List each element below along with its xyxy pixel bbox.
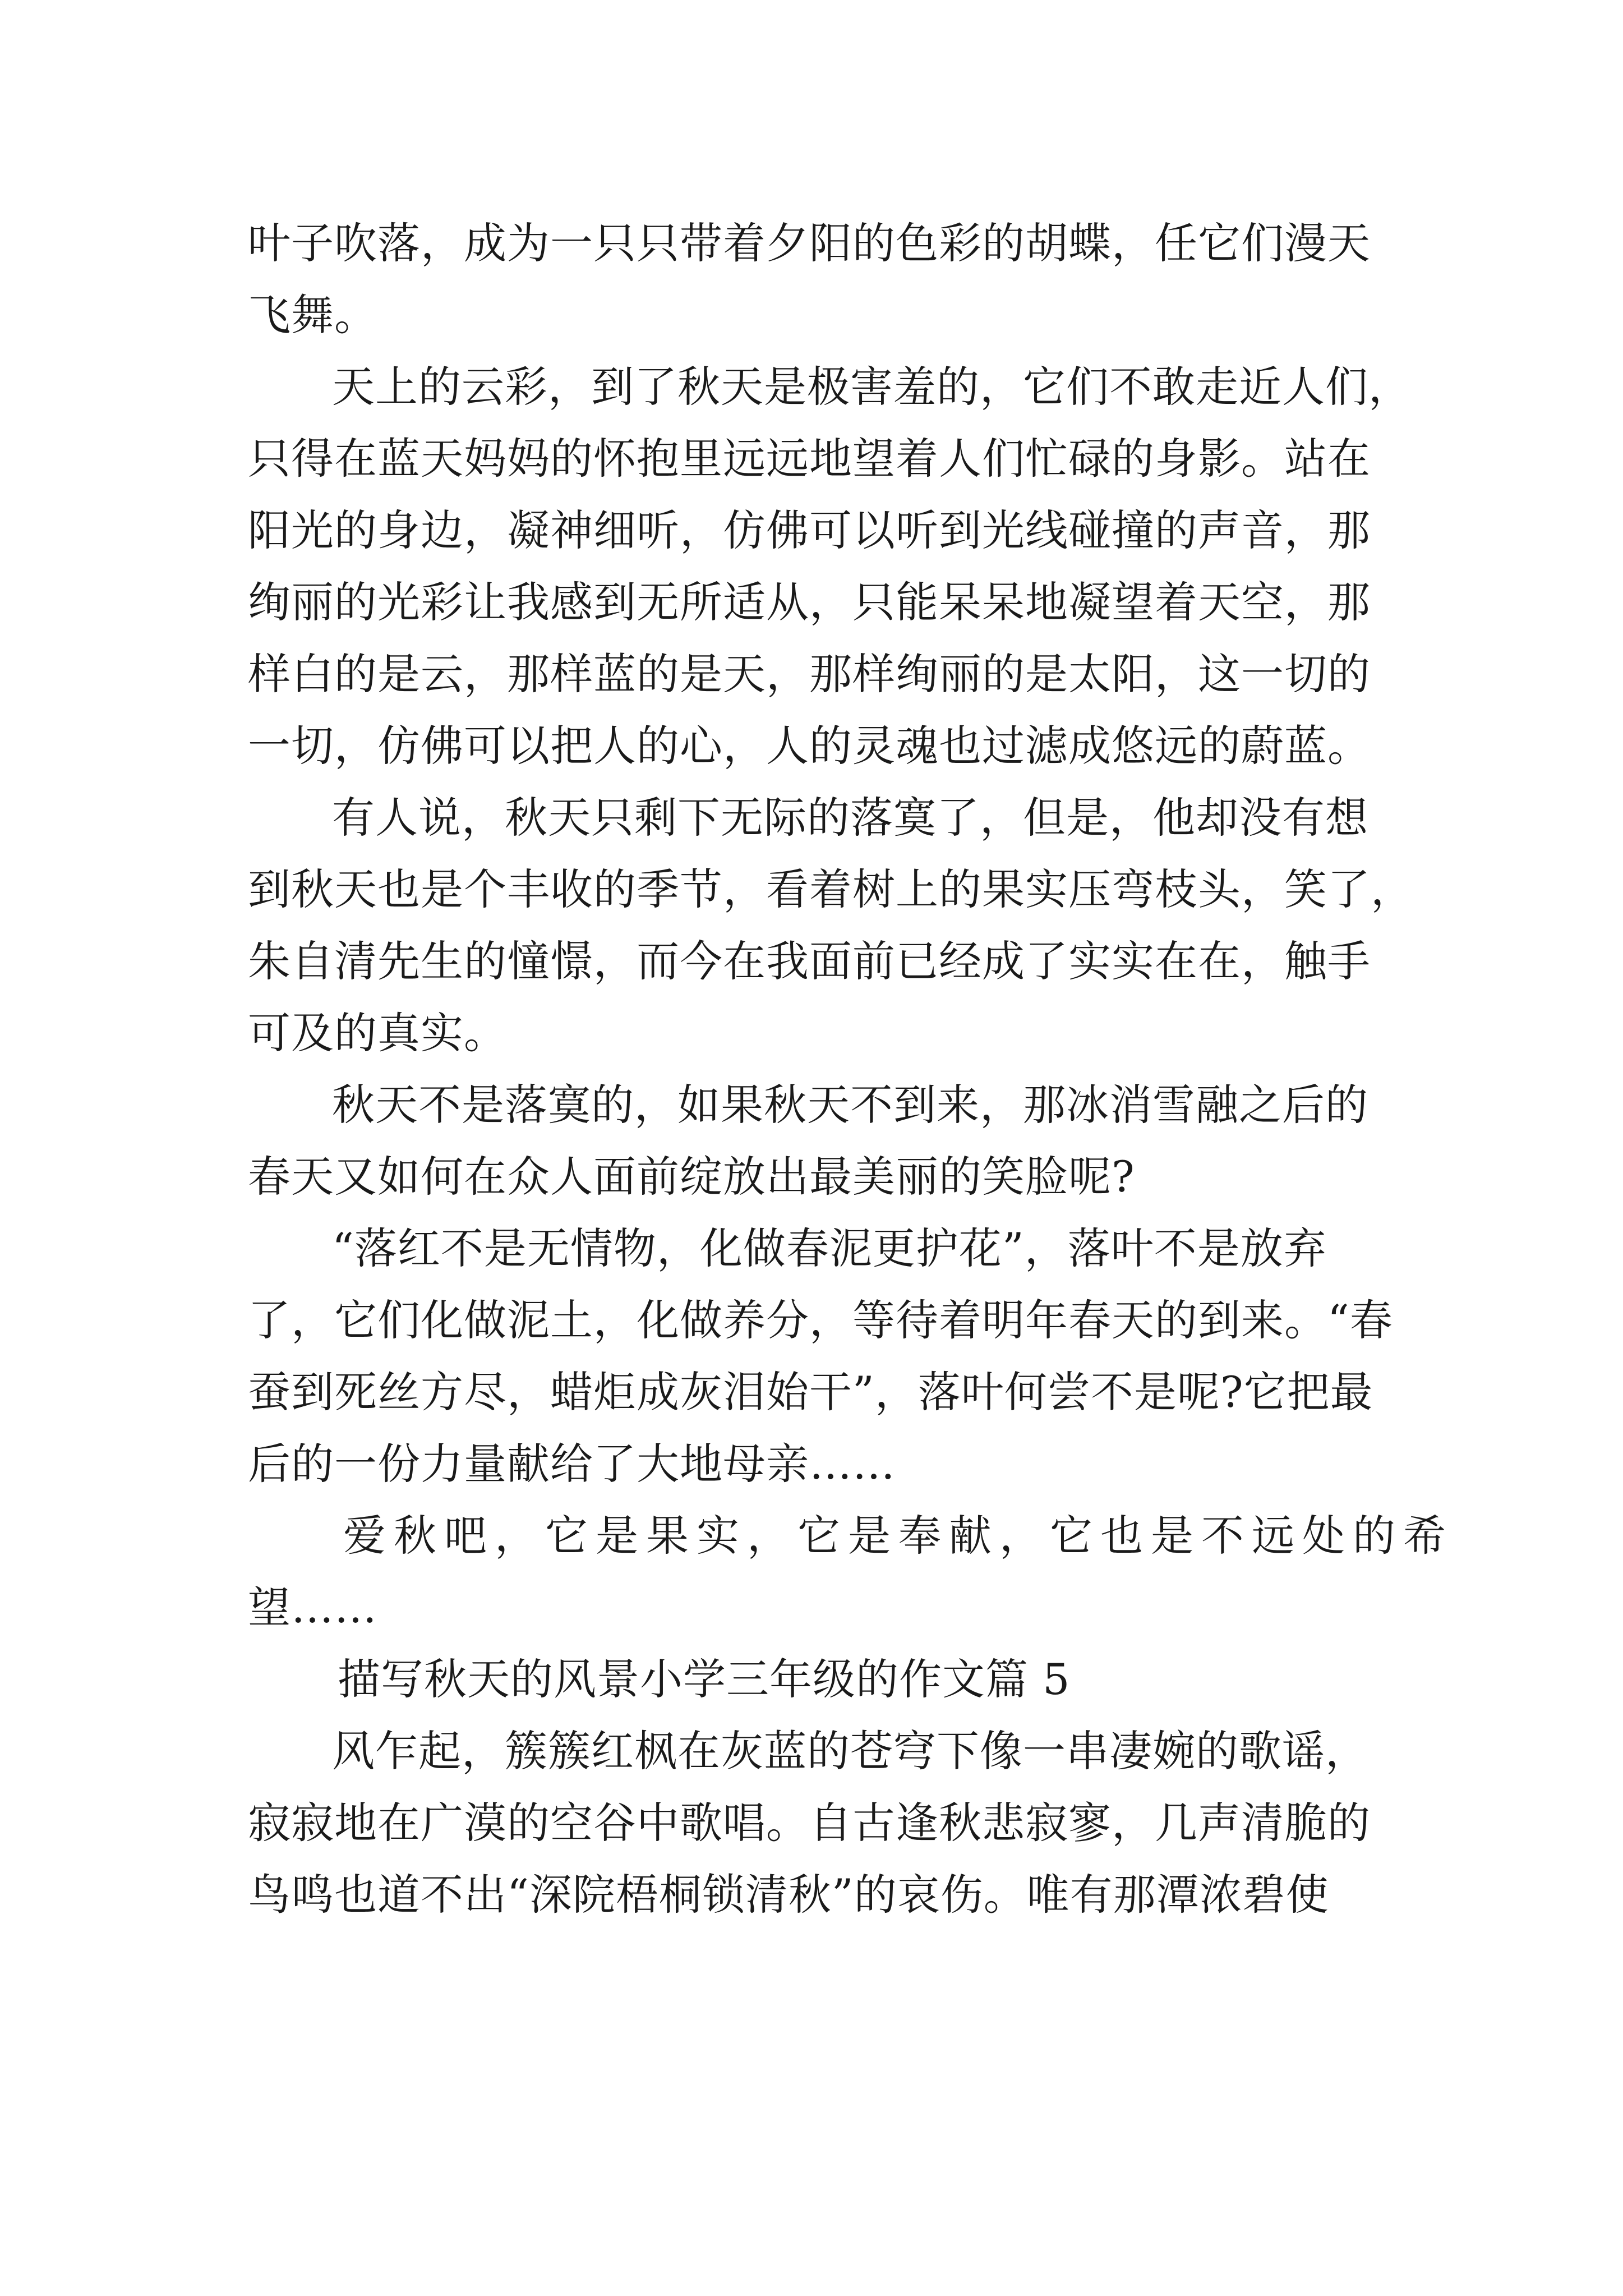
text-line: 样白的是云，那样蓝的是天，那样绚丽的是太阳，这一切的	[248, 649, 1371, 699]
text-line: 飞舞。	[248, 290, 377, 340]
text-line: 后的一份力量献给了大地母亲……	[248, 1439, 896, 1489]
text-line: 朱自清先生的憧憬，而今在我面前已经成了实实在在，触手	[248, 936, 1371, 986]
text-line: 春天又如何在众人面前绽放出最美丽的笑脸呢?	[248, 1152, 1135, 1202]
text-line: 叶子吹落，成为一只只带着夕阳的色彩的胡蝶，任它们漫天	[248, 218, 1371, 268]
section-heading: 描写秋天的风景小学三年级的作文篇 5	[338, 1654, 1071, 1704]
text-line: 一切，仿佛可以把人的心，人的灵魂也过滤成悠远的蔚蓝。	[248, 721, 1371, 771]
text-line: 天上的云彩，到了秋天是极害羞的，它们不敢走近人们，	[332, 362, 1412, 412]
text-line: 秋天不是落寞的，如果秋天不到来，那冰消雪融之后的	[332, 1080, 1368, 1130]
text-line: 风乍起，簇簇红枫在灰蓝的苍穹下像一串凄婉的歌谣，	[332, 1726, 1368, 1776]
text-line: 到秋天也是个丰收的季节，看着树上的果实压弯枝头，笑了，	[248, 864, 1414, 914]
text-line: 只得在蓝天妈妈的怀抱里远远地望着人们忙碌的身影。站在	[248, 434, 1371, 484]
text-line: “落红不是无情物，化做春泥更护花”，落叶不是放弃	[332, 1223, 1327, 1273]
text-line: 爱秋吧，它是果实，它是奉献，它也是不远处的希	[343, 1511, 1454, 1561]
text-line: 鸟鸣也道不出“深院梧桐锁清秋”的哀伤。唯有那潭浓碧使	[248, 1870, 1329, 1920]
text-line: 了，它们化做泥土，化做养分，等待着明年春天的到来。“春	[248, 1295, 1393, 1345]
text-line: 蚕到死丝方尽，蜡炬成灰泪始干”，落叶何尝不是呢?它把最	[248, 1367, 1373, 1417]
text-line: 寂寂地在广漠的空谷中歌唱。自古逢秋悲寂寥，几声清脆的	[248, 1798, 1371, 1848]
text-line: 阳光的身边，凝神细听，仿佛可以听到光线碰撞的声音，那	[248, 505, 1371, 555]
text-line: 绚丽的光彩让我感到无所适从，只能呆呆地凝望着天空，那	[248, 577, 1371, 627]
article-body	[248, 208, 1454, 1931]
text-line: 有人说，秋天只剩下无际的落寞了，但是，他却没有想	[332, 793, 1368, 843]
text-line: 可及的真实。	[248, 1008, 507, 1058]
text-line: 望……	[248, 1582, 377, 1632]
